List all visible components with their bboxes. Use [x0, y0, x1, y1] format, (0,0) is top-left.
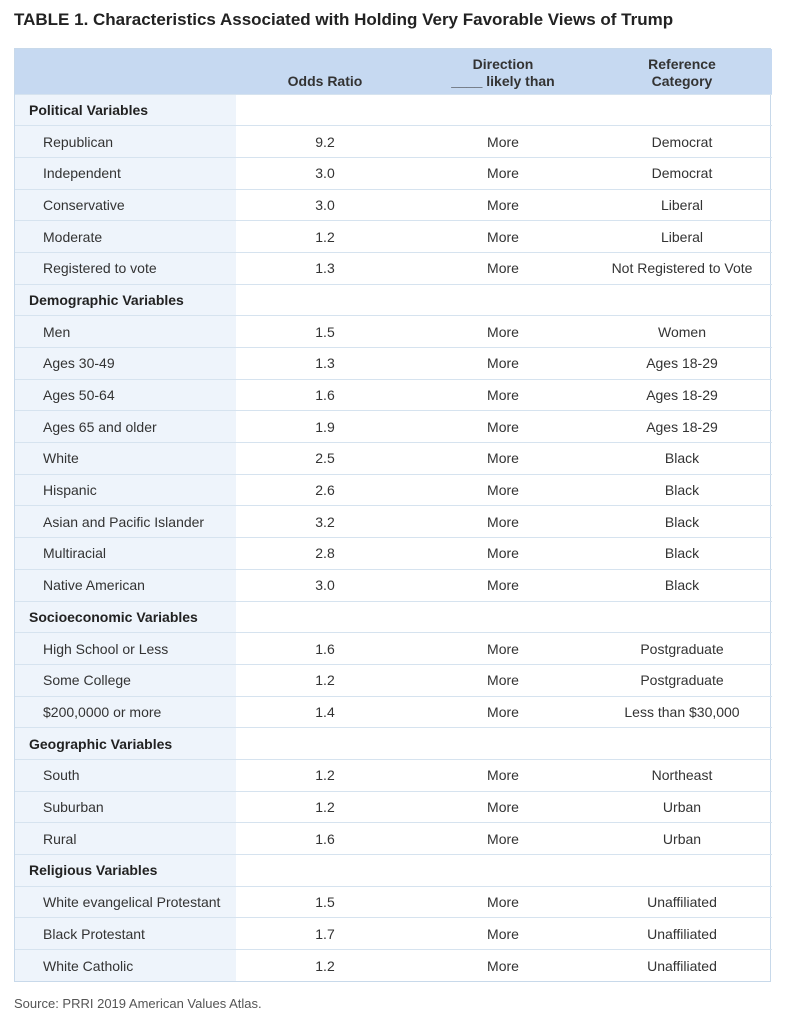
- odds-ratio-cell: 1.2: [315, 957, 335, 974]
- direction-cell: More: [487, 894, 519, 911]
- reference-category-cell: Unaffiliated: [647, 957, 717, 974]
- row-label: Moderate: [15, 221, 236, 253]
- direction-cell: More: [487, 798, 519, 815]
- odds-ratio-cell: 1.2: [315, 228, 335, 245]
- odds-ratio-cell: 1.2: [315, 672, 335, 689]
- odds-ratio-cell: 1.6: [315, 387, 335, 404]
- table-row: [15, 696, 772, 728]
- table-row: [15, 633, 772, 665]
- header-reference-line2: Category: [651, 72, 713, 89]
- row-label: Ages 65 and older: [15, 411, 236, 443]
- direction-cell: More: [487, 323, 519, 340]
- reference-category-cell: Northeast: [651, 767, 713, 784]
- reference-category-cell: Postgraduate: [640, 640, 724, 657]
- reference-category-cell: Black: [664, 450, 700, 467]
- odds-ratio-cell: 1.9: [315, 418, 335, 435]
- row-label: High School or Less: [15, 633, 236, 665]
- direction-cell: More: [487, 830, 519, 847]
- table-body: [15, 94, 772, 981]
- table-row: [15, 569, 772, 601]
- row-label: Conservative: [15, 189, 236, 221]
- reference-category-cell: Liberal: [660, 228, 704, 245]
- reference-category-cell: Women: [658, 323, 706, 340]
- odds-ratio-cell: 3.2: [315, 513, 335, 530]
- row-label: Black Protestant: [15, 918, 236, 950]
- odds-ratio-cell: 1.3: [315, 260, 335, 277]
- direction-cell: More: [487, 228, 519, 245]
- odds-ratio-cell: 1.2: [315, 767, 335, 784]
- section-header-row: [15, 94, 772, 126]
- data-table: [15, 49, 772, 981]
- direction-cell: More: [487, 450, 519, 467]
- table-row: [15, 538, 772, 570]
- empty-cell: [592, 601, 772, 633]
- reference-category-cell: Democrat: [651, 165, 713, 182]
- reference-category-cell: Not Registered to Vote: [611, 260, 753, 277]
- odds-ratio-cell: 1.5: [315, 323, 335, 340]
- direction-cell: More: [487, 165, 519, 182]
- direction-cell: More: [487, 260, 519, 277]
- reference-category-cell: Postgraduate: [640, 672, 724, 689]
- direction-cell: More: [487, 387, 519, 404]
- table-row: [15, 126, 772, 158]
- row-label: South: [15, 759, 236, 791]
- reference-category-cell: Black: [664, 577, 700, 594]
- empty-cell: [414, 728, 592, 760]
- source-note: Source: PRRI 2019 American Values Atlas.: [14, 996, 262, 1011]
- section-header-row: [15, 728, 772, 760]
- row-label: Hispanic: [15, 474, 236, 506]
- reference-category-cell: Ages 18-29: [646, 387, 718, 404]
- reference-category-cell: Black: [664, 482, 700, 499]
- section-title: Socioeconomic Variables: [15, 601, 236, 633]
- row-label: Ages 30-49: [15, 348, 236, 380]
- table-row: [15, 316, 772, 348]
- empty-cell: [592, 94, 772, 126]
- reference-category-cell: Ages 18-29: [646, 355, 718, 372]
- row-label: Men: [15, 316, 236, 348]
- empty-cell: [414, 94, 592, 126]
- empty-cell: [414, 855, 592, 887]
- table-row: [15, 379, 772, 411]
- reference-category-cell: Liberal: [660, 196, 704, 213]
- direction-cell: More: [487, 577, 519, 594]
- section-header-row: [15, 601, 772, 633]
- data-table-container: [14, 48, 771, 982]
- row-label: Independent: [15, 157, 236, 189]
- row-label: White evangelical Protestant: [15, 886, 236, 918]
- empty-cell: [236, 601, 414, 633]
- empty-cell: [236, 728, 414, 760]
- row-label: Asian and Pacific Islander: [15, 506, 236, 538]
- table-row: [15, 348, 772, 380]
- table-row: [15, 759, 772, 791]
- odds-ratio-cell: 3.0: [315, 196, 335, 213]
- section-title: Demographic Variables: [15, 284, 236, 316]
- odds-ratio-cell: 3.0: [315, 577, 335, 594]
- section-header-row: [15, 284, 772, 316]
- header-direction-line2: ____ likely than: [451, 72, 555, 89]
- table-row: [15, 918, 772, 950]
- empty-cell: [414, 601, 592, 633]
- empty-cell: [414, 284, 592, 316]
- table-header-row: [15, 49, 772, 94]
- header-direction: [414, 49, 592, 94]
- header-blank: [15, 49, 236, 94]
- reference-category-cell: Unaffiliated: [647, 894, 717, 911]
- odds-ratio-cell: 3.0: [315, 165, 335, 182]
- table-row: [15, 443, 772, 475]
- section-title: Religious Variables: [15, 855, 236, 887]
- header-reference-line1: Reference: [648, 55, 716, 72]
- table-row: [15, 221, 772, 253]
- row-label: Republican: [15, 126, 236, 158]
- direction-cell: More: [487, 767, 519, 784]
- reference-category-cell: Democrat: [651, 133, 713, 150]
- odds-ratio-cell: 1.5: [315, 894, 335, 911]
- odds-ratio-cell: 1.2: [315, 798, 335, 815]
- direction-cell: More: [487, 640, 519, 657]
- empty-cell: [236, 284, 414, 316]
- table-row: [15, 791, 772, 823]
- odds-ratio-cell: 2.5: [315, 450, 335, 467]
- empty-cell: [592, 284, 772, 316]
- odds-ratio-cell: 2.8: [315, 545, 335, 562]
- table-row: [15, 474, 772, 506]
- direction-cell: More: [487, 703, 519, 720]
- table-row: [15, 506, 772, 538]
- odds-ratio-cell: 9.2: [315, 133, 335, 150]
- row-label: Ages 50-64: [15, 379, 236, 411]
- table-row: [15, 823, 772, 855]
- row-label: Registered to vote: [15, 252, 236, 284]
- direction-cell: More: [487, 482, 519, 499]
- reference-category-cell: Black: [664, 513, 700, 530]
- table-row: [15, 886, 772, 918]
- table-row: [15, 411, 772, 443]
- table-row: [15, 950, 772, 982]
- odds-ratio-cell: 1.4: [315, 703, 335, 720]
- reference-category-cell: Urban: [662, 798, 702, 815]
- table-row: [15, 252, 772, 284]
- table-title: TABLE 1. Characteristics Associated with Holding Very Favorable Views of Trump: [14, 10, 674, 29]
- odds-ratio-cell: 1.6: [315, 640, 335, 657]
- section-title: Political Variables: [15, 94, 236, 126]
- row-label: Some College: [15, 664, 236, 696]
- empty-cell: [236, 855, 414, 887]
- direction-cell: More: [487, 925, 519, 942]
- table-row: [15, 157, 772, 189]
- section-title: Geographic Variables: [15, 728, 236, 760]
- reference-category-cell: Unaffiliated: [647, 925, 717, 942]
- direction-cell: More: [487, 196, 519, 213]
- header-reference: [592, 49, 772, 94]
- row-label: $200,0000 or more: [15, 696, 236, 728]
- reference-category-cell: Black: [664, 545, 700, 562]
- odds-ratio-cell: 2.6: [315, 482, 335, 499]
- odds-ratio-cell: 1.3: [315, 355, 335, 372]
- direction-cell: More: [487, 513, 519, 530]
- header-direction-line1: Direction: [472, 55, 534, 72]
- row-label: White Catholic: [15, 950, 236, 982]
- table-row: [15, 664, 772, 696]
- header-odds-ratio: Odds Ratio: [287, 72, 363, 89]
- table-row: [15, 189, 772, 221]
- direction-cell: More: [487, 957, 519, 974]
- row-label: White: [15, 443, 236, 475]
- direction-cell: More: [487, 418, 519, 435]
- odds-ratio-cell: 1.6: [315, 830, 335, 847]
- direction-cell: More: [487, 133, 519, 150]
- section-header-row: [15, 855, 772, 887]
- reference-category-cell: Ages 18-29: [646, 418, 718, 435]
- direction-cell: More: [487, 672, 519, 689]
- reference-category-cell: Urban: [662, 830, 702, 847]
- direction-cell: More: [487, 545, 519, 562]
- odds-ratio-cell: 1.7: [315, 925, 335, 942]
- reference-category-cell: Less than $30,000: [624, 703, 740, 720]
- row-label: Suburban: [15, 791, 236, 823]
- row-label: Multiracial: [15, 538, 236, 570]
- empty-cell: [592, 855, 772, 887]
- row-label: Native American: [15, 569, 236, 601]
- row-label: Rural: [15, 823, 236, 855]
- direction-cell: More: [487, 355, 519, 372]
- empty-cell: [592, 728, 772, 760]
- empty-cell: [236, 94, 414, 126]
